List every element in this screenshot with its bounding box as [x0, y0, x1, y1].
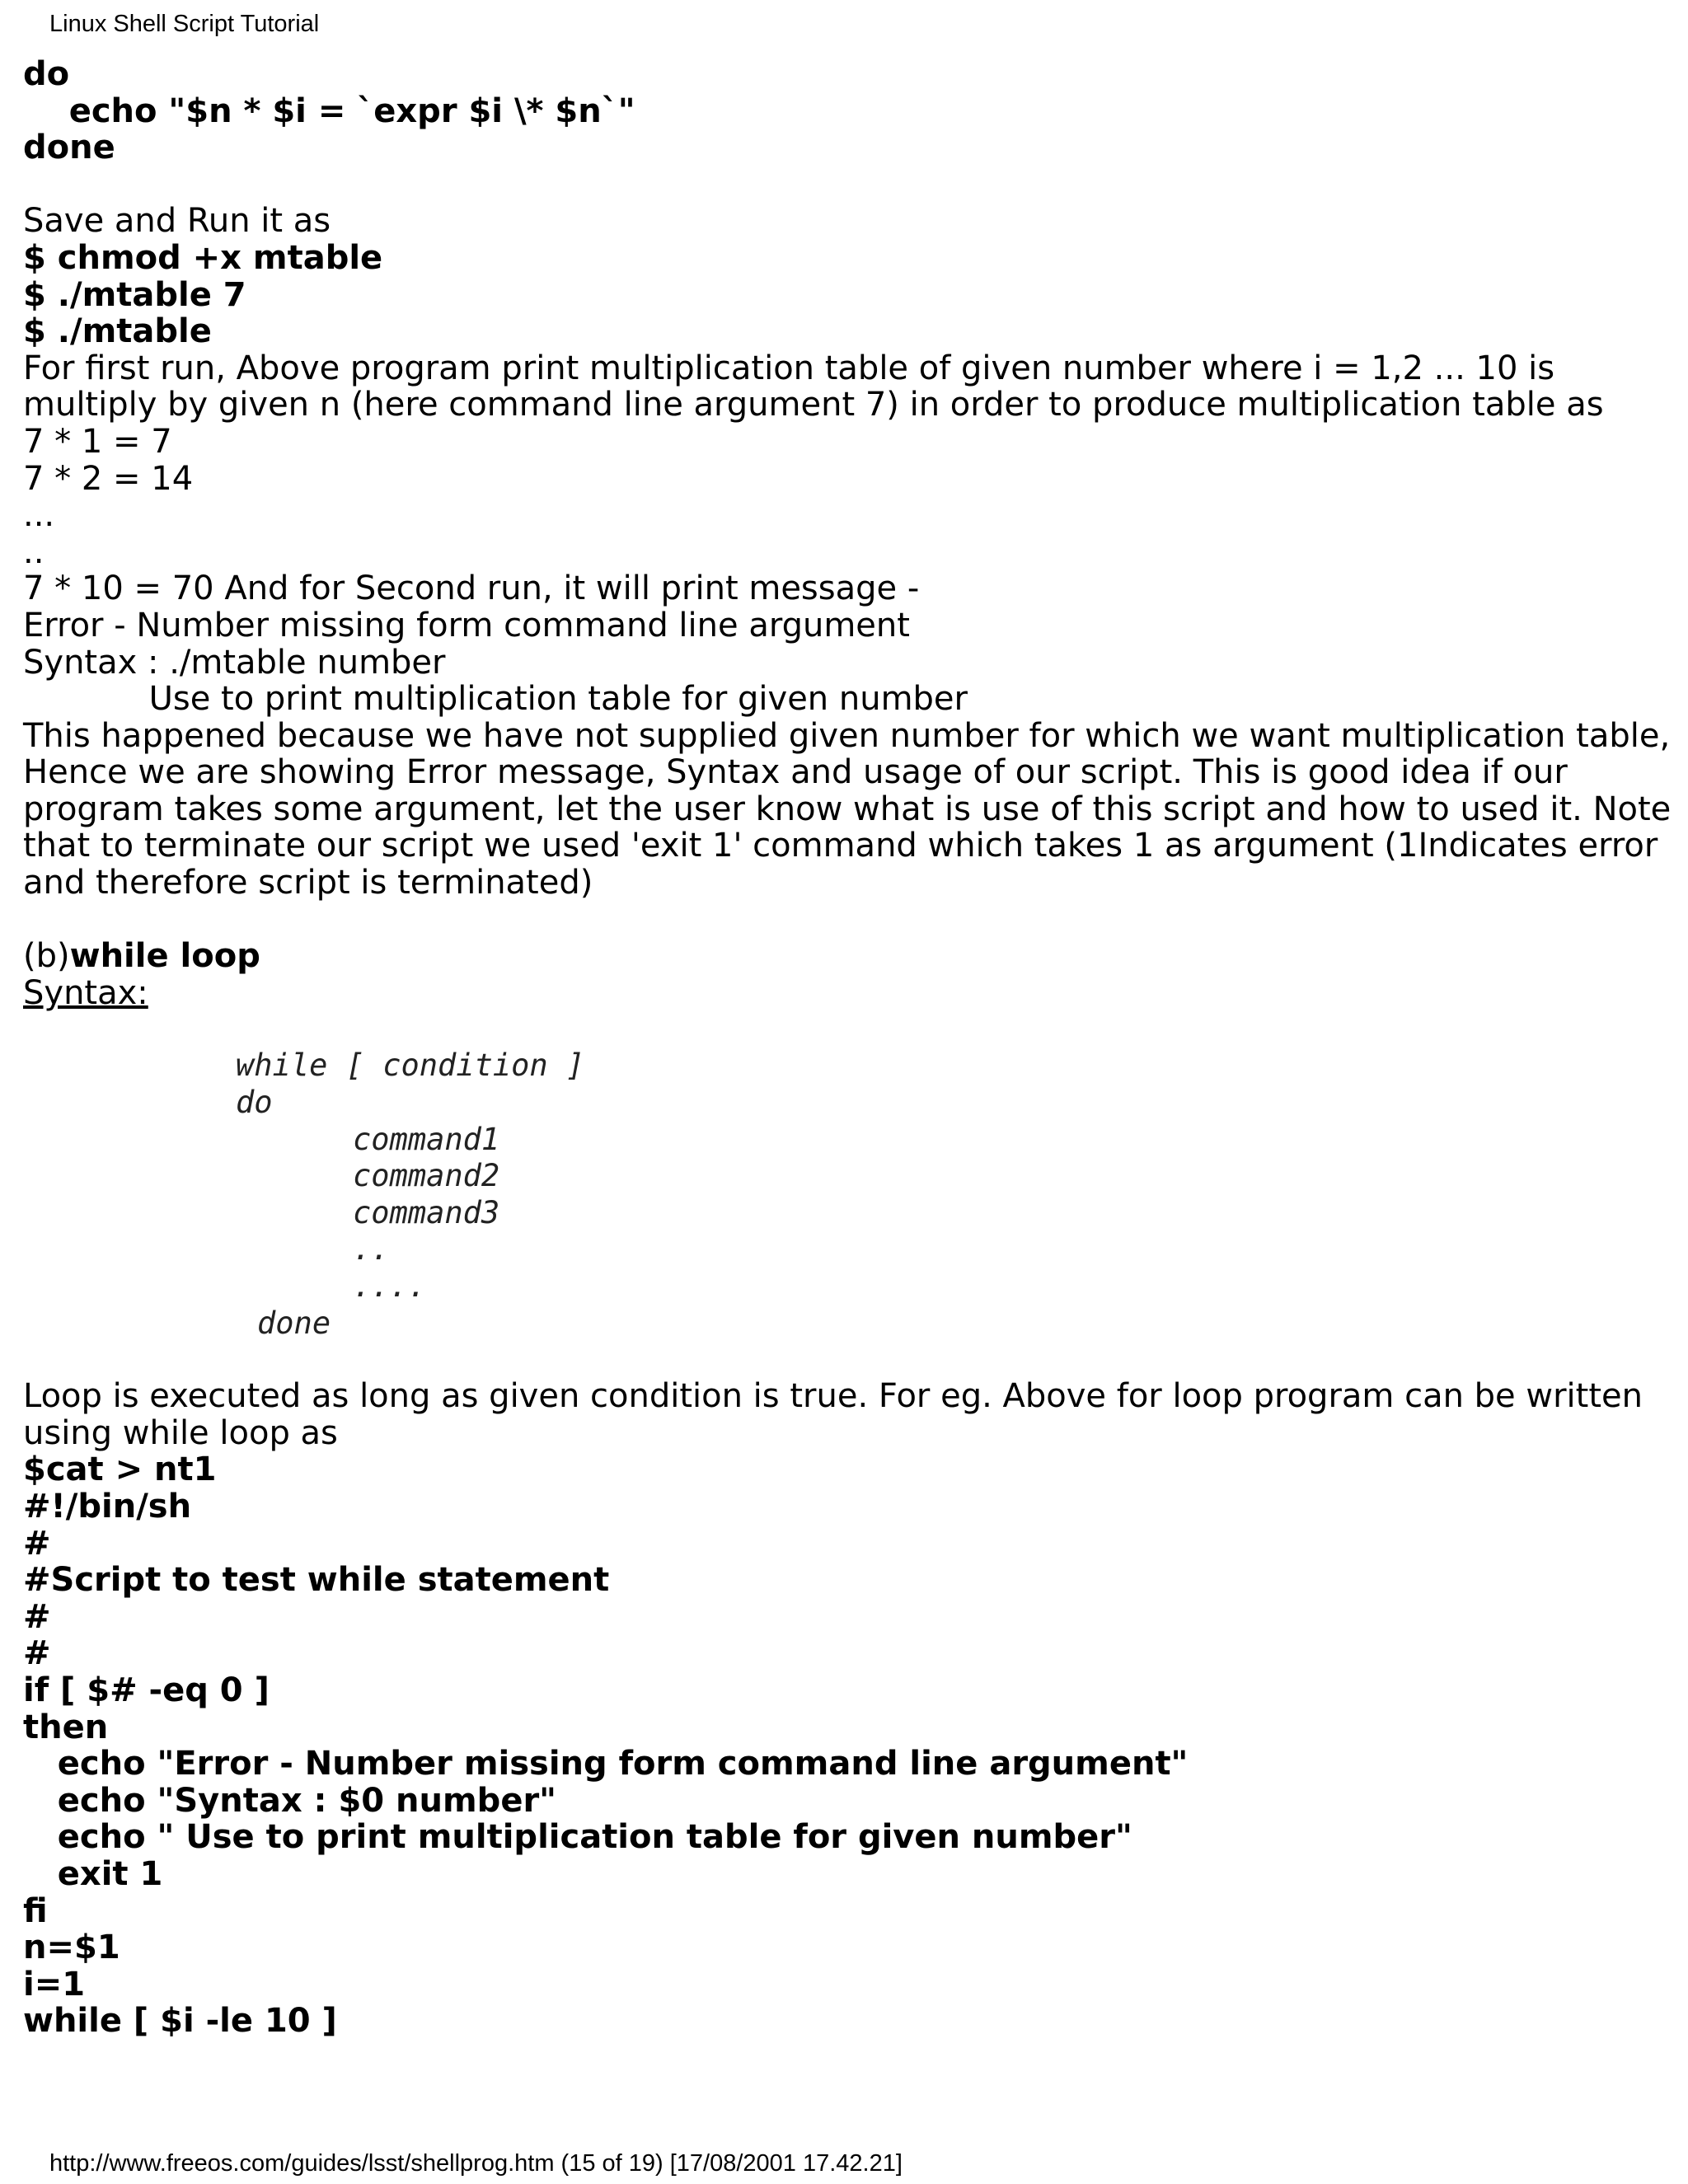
code-line: # [23, 1524, 51, 1563]
command-line: $ chmod +x mtable [23, 238, 383, 277]
code-line: echo "Error - Number missing form command line argument" [23, 1745, 1189, 1783]
syntax-body-line: command2 [353, 1158, 500, 1194]
text-line: ... [23, 496, 55, 535]
text-line: program takes some argument, let the user know what is use of this script and how to used it. Note [23, 790, 1672, 828]
text-line: .. [23, 532, 45, 571]
code-line: echo " Use to print multiplication table for given number" [23, 1818, 1132, 1857]
page-footer-url[interactable]: http://www.freeos.com/guides/lsst/shellprog.htm (15 of 19) [17/08/2001 17.42.21] [49, 2150, 903, 2177]
command-line: $ ./mtable 7 [23, 275, 246, 314]
explanation-paragraph [23, 349, 1672, 902]
syntax-do-line: do [236, 1085, 273, 1121]
save-run-intro: Save and Run it as [23, 202, 331, 241]
section-prefix: (b) [23, 937, 70, 976]
code-line: #Script to test while statement [23, 1561, 610, 1600]
text-line: using while loop as [23, 1413, 338, 1452]
code-line: # [23, 1597, 51, 1636]
text-line: 7 * 1 = 7 [23, 422, 172, 461]
code-line: while [ $i -le 10 ] [23, 2002, 337, 2041]
section-title: while loop [69, 937, 260, 976]
text-line: Loop is executed as long as given condition is true. For eg. Above for loop program can be written [23, 1377, 1643, 1416]
code-line: i=1 [23, 1965, 86, 2004]
text-line: Syntax : ./mtable number [23, 643, 446, 682]
page-header: Linux Shell Script Tutorial [49, 11, 320, 37]
text-line: 7 * 10 = 70 And for Second run, it will print message - [23, 569, 920, 608]
document-body [23, 55, 1672, 2041]
text-line: multiply by given n (here command line argument 7) in order to produce multiplication table as [23, 386, 1604, 424]
text-line: and therefore script is terminated) [23, 864, 593, 902]
syntax-body-line: .... [353, 1268, 427, 1304]
syntax-code-block [23, 1047, 1668, 1342]
text-line: that to terminate our script we used 'exit 1' command which takes 1 as argument (1Indicates error [23, 827, 1658, 865]
code-line: #!/bin/sh [23, 1487, 192, 1526]
syntax-label: Syntax: [23, 973, 148, 1012]
script-code-block [23, 1451, 1668, 2040]
text-line: This happened because we have not supplied given number for which we want multiplication table, [23, 716, 1671, 755]
text-line: For first run, Above program print multiplication table of given number where i = 1,2 ... 10 is [23, 349, 1555, 387]
code-line: $cat > nt1 [23, 1451, 217, 1489]
code-line: # [23, 1634, 51, 1673]
explanation-paragraph-2 [23, 1378, 1668, 1451]
text-line: Hence we are showing Error message, Syntax and usage of our script. This is good idea if our [23, 753, 1568, 792]
text-line: Use to print multiplication table for given number [23, 680, 968, 719]
code-line: exit 1 [23, 1854, 163, 1893]
syntax-body-line: command3 [353, 1194, 500, 1230]
code-line: do [23, 55, 70, 93]
code-line: if [ $# -eq 0 ] [23, 1671, 270, 1709]
code-line: echo "Syntax : $0 number" [23, 1781, 557, 1820]
syntax-body-line: .. [353, 1231, 390, 1268]
code-line: n=$1 [23, 1929, 120, 1967]
command-line: $ ./mtable [23, 312, 212, 351]
save-run-section [23, 203, 1668, 349]
syntax-while-line: while [ condition ] [236, 1047, 585, 1084]
code-line: done [23, 129, 115, 167]
section-heading [23, 938, 1668, 975]
code-line: echo "$n * $i = `expr $i \* $n`" [23, 91, 635, 130]
text-line: Error - Number missing form command line argument [23, 606, 910, 644]
code-line: then [23, 1708, 109, 1746]
top-code-block [23, 56, 1668, 166]
syntax-done-line: done [257, 1305, 331, 1341]
syntax-body-line: command1 [353, 1121, 500, 1157]
code-line: fi [23, 1891, 48, 1930]
text-line: 7 * 2 = 14 [23, 459, 194, 498]
